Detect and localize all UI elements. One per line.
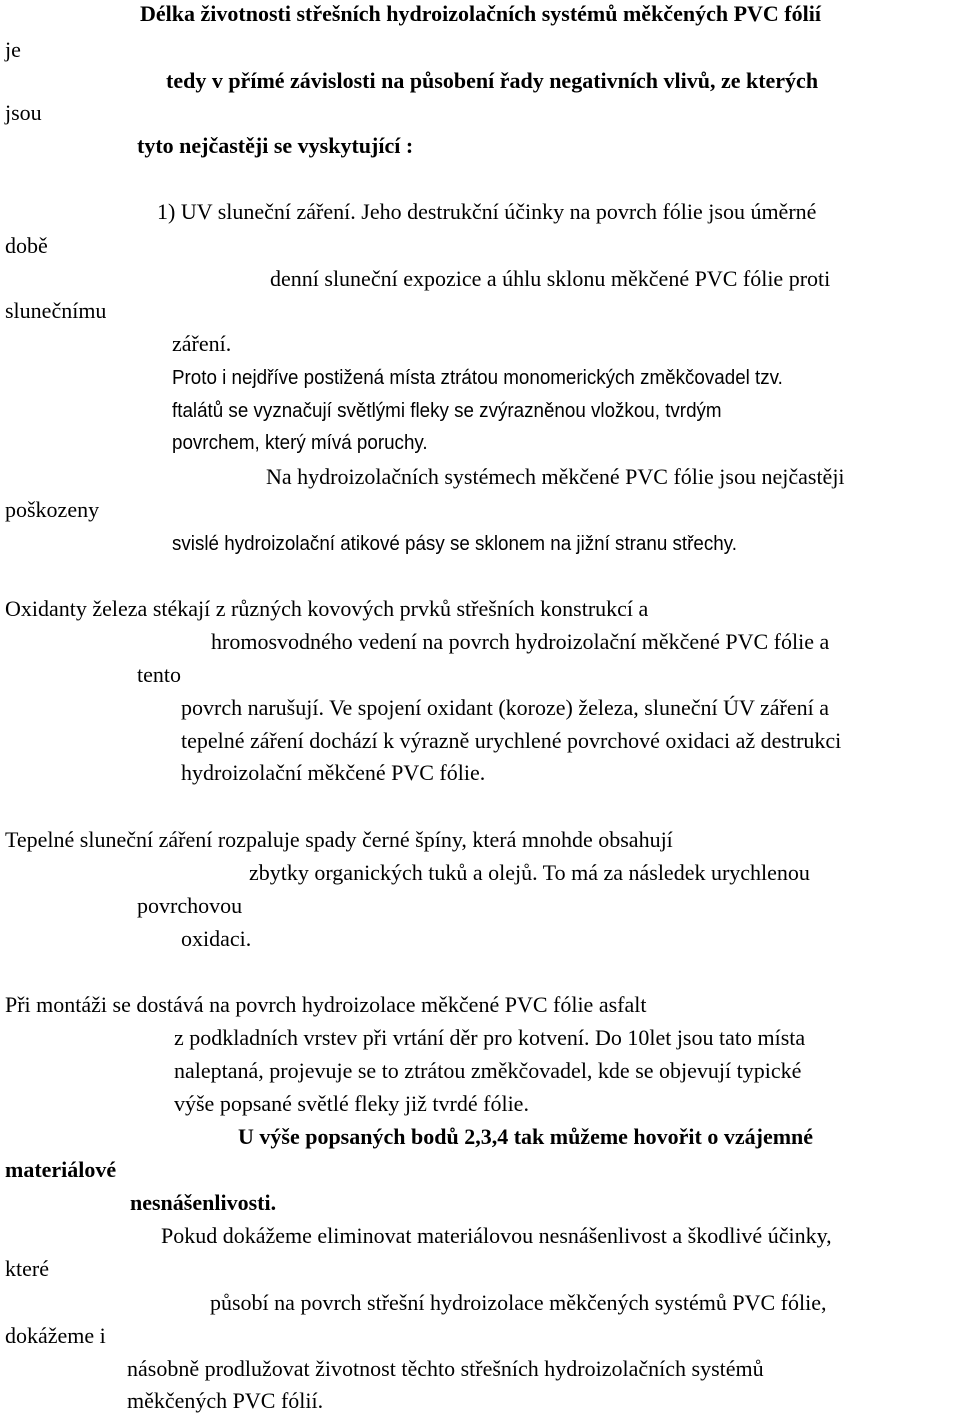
- text-line: Proto i nejdříve postižená místa ztrátou monomerických změkčovadel tzv.: [172, 367, 783, 389]
- text-line: měkčených PVC fólií.: [127, 1388, 324, 1413]
- text-line: hromosvodného vedení na povrch hydroizolační měkčené PVC fólie a: [211, 629, 830, 654]
- text-line: slunečnímu: [5, 298, 107, 323]
- text-line: povrchem, který mívá poruchy.: [172, 432, 428, 454]
- text-line: které: [5, 1256, 49, 1281]
- text-line: tepelné záření dochází k výrazně urychlené povrchové oxidaci až destrukci: [181, 728, 842, 753]
- text-line: oxidaci.: [181, 926, 252, 951]
- text-line: materiálové: [5, 1157, 117, 1182]
- text-line: 1) UV sluneční záření. Jeho destrukční účinky na povrch fólie jsou úměrné: [157, 199, 817, 224]
- text-line: Na hydroizolačních systémech měkčené PVC fólie jsou nejčastěji: [266, 464, 845, 489]
- text-line: jsou: [5, 100, 42, 125]
- text-line: násobně prodlužovat životnost těchto střešních hydroizolačních systémů: [127, 1356, 764, 1381]
- text-line: poškozeny: [5, 497, 100, 522]
- text-line: povrch narušují. Ve spojení oxidant (koroze) železa, sluneční ÚV záření a: [181, 695, 829, 720]
- text-line: denní sluneční expozice a úhlu sklonu měkčené PVC fólie proti: [270, 266, 831, 291]
- text-line: době: [5, 233, 48, 258]
- text-line: hydroizolační měkčené PVC fólie.: [181, 760, 486, 785]
- text-line: naleptaná, projevuje se to ztrátou změkčovadel, kde se objevují typické: [174, 1058, 802, 1083]
- title-line: Délka životnosti střešních hydroizolačních systémů měkčených PVC fólií: [140, 1, 821, 26]
- text-line: výše popsané světlé fleky již tvrdé fólie.: [174, 1091, 529, 1116]
- text-line: dokážeme i: [5, 1323, 106, 1348]
- text-line: z podkladních vrstev při vrtání děr pro kotvení. Do 10let jsou tato místa: [174, 1025, 806, 1050]
- text-line: tento: [137, 662, 181, 687]
- text-line: Při montáži se dostává na povrch hydroizolace měkčené PVC fólie asfalt: [5, 992, 647, 1017]
- text-line: tedy v přímé závislosti na působení řady negativních vlivů, ze kterých: [166, 68, 819, 93]
- text-line: povrchovou: [137, 893, 243, 918]
- text-line: Oxidanty železa stékají z různých kovových prvků střešních konstrukcí a: [5, 596, 649, 621]
- text-line: je: [5, 37, 21, 62]
- text-line: Tepelné sluneční záření rozpaluje spady černé špíny, která mnohde obsahují: [5, 827, 673, 852]
- text-line: zbytky organických tuků a olejů. To má za následek urychlenou: [249, 860, 810, 885]
- text-line: Pokud dokážeme eliminovat materiálovou nesnášenlivost a škodlivé účinky,: [161, 1223, 832, 1248]
- text-line: tyto nejčastěji se vyskytující :: [137, 133, 414, 158]
- text-line: záření.: [172, 331, 232, 356]
- text-line: nesnášenlivosti.: [130, 1190, 277, 1215]
- text-line: ftalátů se vyznačují světlými fleky se zvýrazněnou vložkou, tvrdým: [172, 400, 722, 422]
- text-line: působí na povrch střešní hydroizolace měkčených systémů PVC fólie,: [210, 1290, 827, 1315]
- text-line: svislé hydroizolační atikové pásy se sklonem na jižní stranu střechy.: [172, 533, 737, 555]
- text-line: U výše popsaných bodů 2,3,4 tak můžeme hovořit o vzájemné: [238, 1124, 814, 1149]
